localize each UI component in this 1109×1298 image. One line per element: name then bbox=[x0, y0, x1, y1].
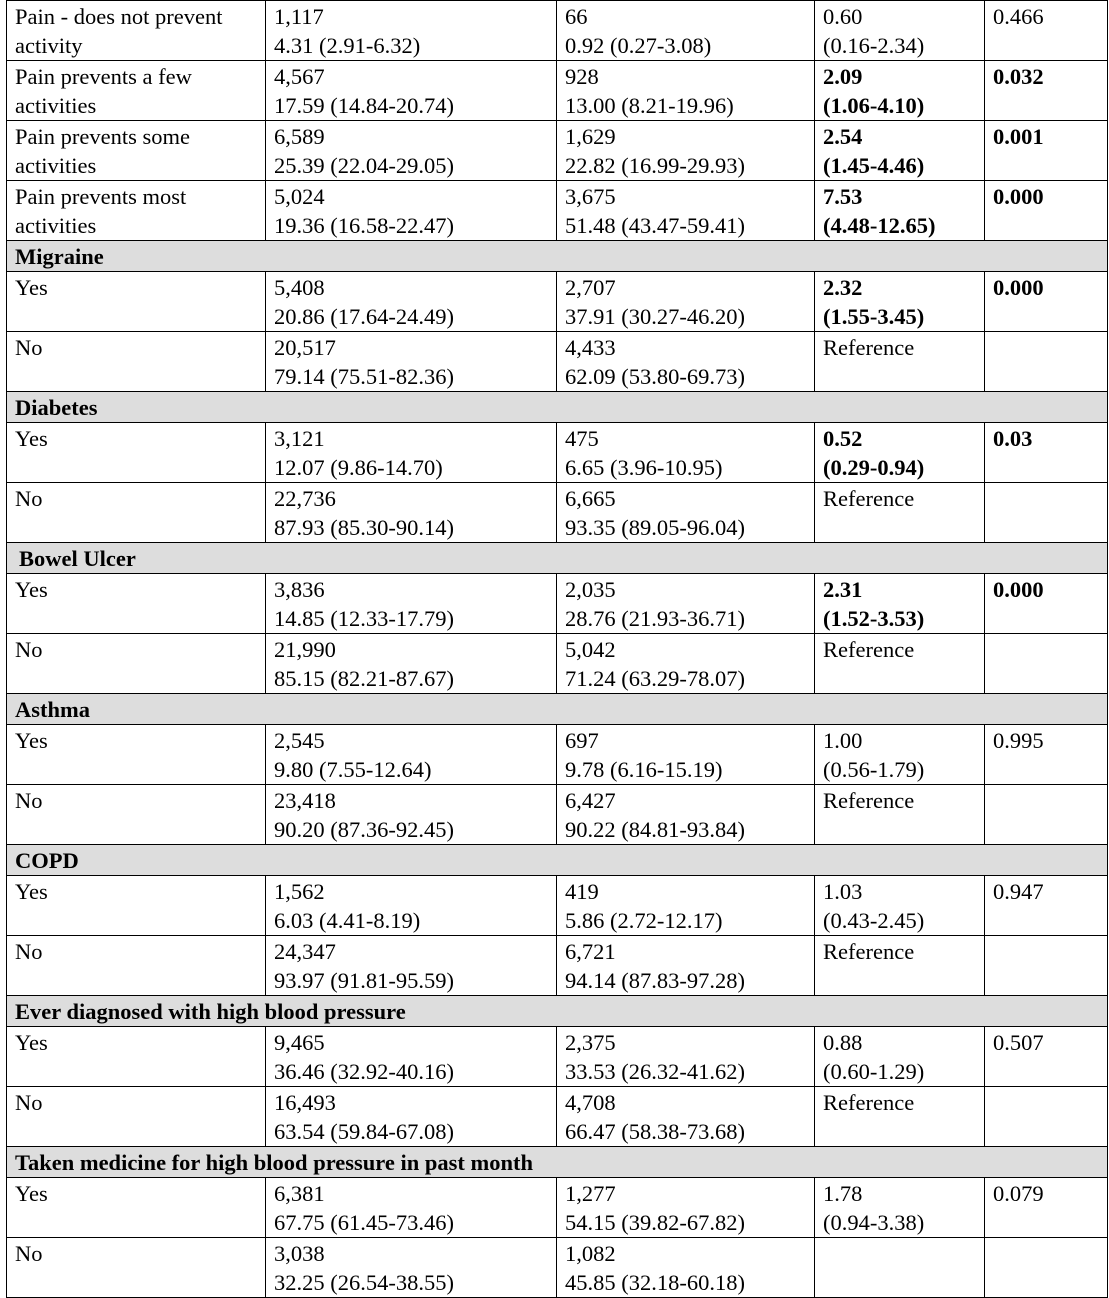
row-label-cell bbox=[7, 181, 266, 241]
row-label-cell bbox=[7, 1, 266, 61]
odds-ratio-cell bbox=[815, 483, 985, 543]
odds-ratio-cell-line: 1.03 bbox=[823, 879, 863, 904]
row-label-cell bbox=[7, 876, 266, 936]
row-label-cell-line: Yes bbox=[15, 879, 48, 904]
group2-cell-line: 6.65 (3.96-10.95) bbox=[565, 455, 723, 480]
group1-cell bbox=[266, 1087, 557, 1147]
group1-cell-line: 93.97 (91.81-95.59) bbox=[274, 968, 454, 993]
group1-cell bbox=[266, 1178, 557, 1238]
p-value-cell: 0.000 bbox=[985, 272, 1108, 332]
row-label-cell-line: activities bbox=[15, 93, 97, 118]
group2-cell bbox=[557, 785, 815, 845]
group1-cell bbox=[266, 61, 557, 121]
group1-cell-line: 20,517 bbox=[274, 335, 336, 360]
p-value-cell bbox=[985, 936, 1108, 996]
group1-cell bbox=[266, 785, 557, 845]
group1-cell-line: 90.20 (87.36-92.45) bbox=[274, 817, 454, 842]
group2-cell-line: 6,427 bbox=[565, 788, 616, 813]
section-title: Bowel Ulcer bbox=[7, 543, 1108, 574]
group2-cell bbox=[557, 272, 815, 332]
row-label-cell bbox=[7, 272, 266, 332]
p-value-cell: 0.032 bbox=[985, 61, 1108, 121]
odds-ratio-cell bbox=[815, 181, 985, 241]
group1-cell-line: 25.39 (22.04-29.05) bbox=[274, 153, 454, 178]
row-label-cell-line: Pain prevents a few bbox=[15, 64, 192, 89]
p-value-cell: 0.947 bbox=[985, 876, 1108, 936]
group1-cell bbox=[266, 936, 557, 996]
table-row bbox=[7, 272, 1108, 332]
row-label-cell bbox=[7, 423, 266, 483]
group1-cell-line: 20.86 (17.64-24.49) bbox=[274, 304, 454, 329]
group1-cell-line: 9.80 (7.55-12.64) bbox=[274, 757, 432, 782]
group2-cell-line: 22.82 (16.99-29.93) bbox=[565, 153, 745, 178]
odds-ratio-cell-line: 2.32 bbox=[823, 275, 863, 300]
p-value-cell: 0.466 bbox=[985, 1, 1108, 61]
group1-cell-line: 87.93 (85.30-90.14) bbox=[274, 515, 454, 540]
odds-ratio-cell-line: 7.53 bbox=[823, 184, 863, 209]
row-label-cell bbox=[7, 936, 266, 996]
group2-cell-line: 419 bbox=[565, 879, 599, 904]
group1-cell-line: 23,418 bbox=[274, 788, 336, 813]
group2-cell bbox=[557, 1087, 815, 1147]
odds-ratio-cell bbox=[815, 1087, 985, 1147]
table-row bbox=[7, 1027, 1108, 1087]
group1-cell-line: 3,836 bbox=[274, 577, 325, 602]
odds-ratio-cell-line: (1.52-3.53) bbox=[823, 606, 925, 631]
group2-cell-line: 1,629 bbox=[565, 124, 616, 149]
group1-cell-line: 2,545 bbox=[274, 728, 325, 753]
group1-cell-line: 1,117 bbox=[274, 4, 324, 29]
group2-cell bbox=[557, 483, 815, 543]
odds-ratio-cell-line: 0.52 bbox=[823, 426, 863, 451]
group2-cell-line: 4,708 bbox=[565, 1090, 616, 1115]
row-label-cell bbox=[7, 1238, 266, 1298]
p-value-cell bbox=[985, 332, 1108, 392]
group1-cell bbox=[266, 1027, 557, 1087]
p-value-cell: 0.995 bbox=[985, 725, 1108, 785]
table-row bbox=[7, 785, 1108, 845]
odds-ratio-cell-line: (0.43-2.45) bbox=[823, 908, 925, 933]
table-row bbox=[7, 725, 1108, 785]
row-label-cell-line: No bbox=[15, 637, 43, 662]
group2-cell-line: 54.15 (39.82-67.82) bbox=[565, 1210, 745, 1235]
p-value-cell: 0.000 bbox=[985, 181, 1108, 241]
group1-cell-line: 9,465 bbox=[274, 1030, 325, 1055]
odds-ratio-cell bbox=[815, 936, 985, 996]
row-label-cell-line: Pain - does not prevent bbox=[15, 4, 223, 29]
group2-cell-line: 928 bbox=[565, 64, 599, 89]
odds-ratio-cell bbox=[815, 1238, 985, 1298]
group1-cell-line: 79.14 (75.51-82.36) bbox=[274, 364, 454, 389]
group2-cell-line: 51.48 (43.47-59.41) bbox=[565, 213, 745, 238]
section-title: Ever diagnosed with high blood pressure bbox=[7, 996, 1108, 1027]
group2-cell-line: 2,035 bbox=[565, 577, 616, 602]
row-label-cell bbox=[7, 483, 266, 543]
row-label-cell-line: No bbox=[15, 1241, 43, 1266]
odds-ratio-cell-line: (4.48-12.65) bbox=[823, 213, 936, 238]
section-header-row bbox=[7, 241, 1108, 272]
group1-cell-line: 4,567 bbox=[274, 64, 325, 89]
group2-cell-line: 45.85 (32.18-60.18) bbox=[565, 1270, 745, 1295]
group2-cell-line: 37.91 (30.27-46.20) bbox=[565, 304, 745, 329]
odds-ratio-cell bbox=[815, 272, 985, 332]
odds-ratio-cell bbox=[815, 634, 985, 694]
row-label-cell-line: Yes bbox=[15, 577, 48, 602]
group2-cell-line: 475 bbox=[565, 426, 599, 451]
group1-cell-line: 4.31 (2.91-6.32) bbox=[274, 33, 421, 58]
p-value-cell: 0.507 bbox=[985, 1027, 1108, 1087]
odds-ratio-cell-line: 0.60 bbox=[823, 4, 863, 29]
group2-cell-line: 66.47 (58.38-73.68) bbox=[565, 1119, 745, 1144]
row-label-cell bbox=[7, 574, 266, 634]
group2-cell-line: 6,665 bbox=[565, 486, 616, 511]
group2-cell bbox=[557, 876, 815, 936]
odds-ratio-cell-line: 2.31 bbox=[823, 577, 863, 602]
p-value-cell bbox=[985, 1087, 1108, 1147]
p-value-cell bbox=[985, 785, 1108, 845]
group2-cell bbox=[557, 423, 815, 483]
group1-cell-line: 12.07 (9.86-14.70) bbox=[274, 455, 443, 480]
section-header-row bbox=[7, 996, 1108, 1027]
table-row bbox=[7, 634, 1108, 694]
group1-cell bbox=[266, 423, 557, 483]
row-label-cell-line: No bbox=[15, 335, 43, 360]
section-header-row bbox=[7, 1147, 1108, 1178]
group2-cell bbox=[557, 1, 815, 61]
odds-ratio-cell-line: (0.16-2.34) bbox=[823, 33, 925, 58]
group1-cell-line: 67.75 (61.45-73.46) bbox=[274, 1210, 454, 1235]
odds-ratio-cell-line: Reference bbox=[823, 939, 915, 964]
odds-ratio-cell bbox=[815, 1027, 985, 1087]
odds-ratio-cell bbox=[815, 423, 985, 483]
row-label-cell bbox=[7, 61, 266, 121]
group1-cell-line: 6.03 (4.41-8.19) bbox=[274, 908, 421, 933]
odds-ratio-cell-line: 2.09 bbox=[823, 64, 863, 89]
group2-cell-line: 1,082 bbox=[565, 1241, 616, 1266]
group1-cell bbox=[266, 725, 557, 785]
row-label-cell bbox=[7, 332, 266, 392]
table-row bbox=[7, 483, 1108, 543]
table-body bbox=[7, 1, 1108, 1298]
row-label-cell bbox=[7, 1178, 266, 1238]
group2-cell bbox=[557, 634, 815, 694]
group2-cell bbox=[557, 936, 815, 996]
group1-cell bbox=[266, 634, 557, 694]
group1-cell-line: 1,562 bbox=[274, 879, 325, 904]
group2-cell-line: 2,707 bbox=[565, 275, 616, 300]
odds-ratio-cell-line: (1.06-4.10) bbox=[823, 93, 925, 118]
odds-ratio-cell-line: 1.00 bbox=[823, 728, 863, 753]
odds-ratio-cell bbox=[815, 61, 985, 121]
group1-cell bbox=[266, 1238, 557, 1298]
row-label-cell-line: activity bbox=[15, 33, 83, 58]
group1-cell bbox=[266, 483, 557, 543]
table-row bbox=[7, 574, 1108, 634]
table-row bbox=[7, 1, 1108, 61]
group1-cell-line: 3,121 bbox=[274, 426, 325, 451]
group2-cell-line: 0.92 (0.27-3.08) bbox=[565, 33, 712, 58]
row-label-cell-line: No bbox=[15, 939, 43, 964]
group1-cell-line: 17.59 (14.84-20.74) bbox=[274, 93, 454, 118]
odds-ratio-cell bbox=[815, 785, 985, 845]
odds-ratio-cell bbox=[815, 876, 985, 936]
table-row bbox=[7, 1087, 1108, 1147]
group2-cell bbox=[557, 1178, 815, 1238]
group2-cell-line: 28.76 (21.93-36.71) bbox=[565, 606, 745, 631]
odds-ratio-cell-line: (0.56-1.79) bbox=[823, 757, 925, 782]
group2-cell bbox=[557, 1027, 815, 1087]
group1-cell-line: 5,408 bbox=[274, 275, 325, 300]
section-title: Migraine bbox=[7, 241, 1108, 272]
row-label-cell bbox=[7, 725, 266, 785]
p-value-cell: 0.000 bbox=[985, 574, 1108, 634]
table-row bbox=[7, 1178, 1108, 1238]
group1-cell bbox=[266, 876, 557, 936]
table-row bbox=[7, 61, 1108, 121]
odds-ratio-cell-line: (0.29-0.94) bbox=[823, 455, 925, 480]
group2-cell-line: 3,675 bbox=[565, 184, 616, 209]
group1-cell-line: 3,038 bbox=[274, 1241, 325, 1266]
odds-ratio-cell bbox=[815, 574, 985, 634]
odds-ratio-cell-line: 1.78 bbox=[823, 1181, 863, 1206]
p-value-cell: 0.001 bbox=[985, 121, 1108, 181]
odds-ratio-cell-line: Reference bbox=[823, 788, 915, 813]
section-title: Diabetes bbox=[7, 392, 1108, 423]
odds-ratio-cell-line: Reference bbox=[823, 1090, 915, 1115]
group1-cell-line: 22,736 bbox=[274, 486, 336, 511]
table-row bbox=[7, 423, 1108, 483]
group2-cell-line: 1,277 bbox=[565, 1181, 616, 1206]
row-label-cell bbox=[7, 121, 266, 181]
group2-cell-line: 9.78 (6.16-15.19) bbox=[565, 757, 723, 782]
row-label-cell-line: Yes bbox=[15, 1030, 48, 1055]
group2-cell-line: 94.14 (87.83-97.28) bbox=[565, 968, 745, 993]
table-row bbox=[7, 181, 1108, 241]
odds-ratio-cell bbox=[815, 725, 985, 785]
group1-cell-line: 24,347 bbox=[274, 939, 336, 964]
group2-cell-line: 90.22 (84.81-93.84) bbox=[565, 817, 745, 842]
row-label-cell bbox=[7, 785, 266, 845]
odds-ratio-cell bbox=[815, 1, 985, 61]
group1-cell-line: 63.54 (59.84-67.08) bbox=[274, 1119, 454, 1144]
odds-ratio-cell-line: (0.94-3.38) bbox=[823, 1210, 925, 1235]
odds-ratio-cell-line: Reference bbox=[823, 637, 915, 662]
group1-cell-line: 19.36 (16.58-22.47) bbox=[274, 213, 454, 238]
group1-cell bbox=[266, 272, 557, 332]
section-header-row bbox=[7, 392, 1108, 423]
table-row bbox=[7, 332, 1108, 392]
p-value-cell bbox=[985, 1238, 1108, 1298]
row-label-cell-line: Yes bbox=[15, 1181, 48, 1206]
group2-cell bbox=[557, 332, 815, 392]
group1-cell bbox=[266, 121, 557, 181]
data-table bbox=[6, 0, 1108, 1298]
group2-cell-line: 697 bbox=[565, 728, 599, 753]
odds-ratio-cell bbox=[815, 1178, 985, 1238]
odds-ratio-cell-line: (1.55-3.45) bbox=[823, 304, 925, 329]
group2-cell-line: 33.53 (26.32-41.62) bbox=[565, 1059, 745, 1084]
group1-cell bbox=[266, 574, 557, 634]
odds-ratio-cell bbox=[815, 332, 985, 392]
group2-cell bbox=[557, 574, 815, 634]
odds-ratio-cell-line: 2.54 bbox=[823, 124, 863, 149]
odds-ratio-cell-line: (0.60-1.29) bbox=[823, 1059, 925, 1084]
group2-cell bbox=[557, 1238, 815, 1298]
odds-ratio-cell-line: Reference bbox=[823, 486, 915, 511]
odds-ratio-cell-line: Reference bbox=[823, 335, 915, 360]
table-row bbox=[7, 876, 1108, 936]
group2-cell-line: 66 bbox=[565, 4, 588, 29]
group2-cell-line: 93.35 (89.05-96.04) bbox=[565, 515, 745, 540]
row-label-cell-line: activities bbox=[15, 213, 97, 238]
p-value-cell bbox=[985, 634, 1108, 694]
group1-cell bbox=[266, 181, 557, 241]
odds-ratio-cell-line: (1.45-4.46) bbox=[823, 153, 925, 178]
table-row bbox=[7, 1238, 1108, 1298]
section-header-row bbox=[7, 694, 1108, 725]
group2-cell-line: 5.86 (2.72-12.17) bbox=[565, 908, 723, 933]
section-title: COPD bbox=[7, 845, 1108, 876]
group2-cell bbox=[557, 61, 815, 121]
row-label-cell bbox=[7, 634, 266, 694]
row-label-cell-line: No bbox=[15, 486, 43, 511]
group2-cell bbox=[557, 181, 815, 241]
section-title: Asthma bbox=[7, 694, 1108, 725]
group1-cell bbox=[266, 332, 557, 392]
group2-cell-line: 62.09 (53.80-69.73) bbox=[565, 364, 745, 389]
p-value-cell: 0.079 bbox=[985, 1178, 1108, 1238]
table-row bbox=[7, 121, 1108, 181]
group2-cell-line: 13.00 (8.21-19.96) bbox=[565, 93, 734, 118]
row-label-cell-line: Pain prevents most bbox=[15, 184, 187, 209]
group2-cell-line: 4,433 bbox=[565, 335, 616, 360]
group1-cell-line: 14.85 (12.33-17.79) bbox=[274, 606, 454, 631]
group2-cell-line: 71.24 (63.29-78.07) bbox=[565, 666, 745, 691]
row-label-cell bbox=[7, 1087, 266, 1147]
section-header-row bbox=[7, 543, 1108, 574]
section-title: Taken medicine for high blood pressure in past month bbox=[7, 1147, 1108, 1178]
row-label-cell-line: No bbox=[15, 1090, 43, 1115]
group1-cell-line: 5,024 bbox=[274, 184, 325, 209]
group2-cell-line: 2,375 bbox=[565, 1030, 616, 1055]
odds-ratio-cell bbox=[815, 121, 985, 181]
odds-ratio-cell-line: 0.88 bbox=[823, 1030, 863, 1055]
row-label-cell bbox=[7, 1027, 266, 1087]
row-label-cell-line: No bbox=[15, 788, 43, 813]
p-value-cell bbox=[985, 483, 1108, 543]
row-label-cell-line: Pain prevents some bbox=[15, 124, 190, 149]
group1-cell bbox=[266, 1, 557, 61]
row-label-cell-line: Yes bbox=[15, 728, 48, 753]
group1-cell-line: 85.15 (82.21-87.67) bbox=[274, 666, 454, 691]
group1-cell-line: 6,381 bbox=[274, 1181, 325, 1206]
group1-cell-line: 32.25 (26.54-38.55) bbox=[274, 1270, 454, 1295]
row-label-cell-line: Yes bbox=[15, 426, 48, 451]
group2-cell bbox=[557, 725, 815, 785]
row-label-cell-line: activities bbox=[15, 153, 97, 178]
group2-cell-line: 5,042 bbox=[565, 637, 616, 662]
p-value-cell: 0.03 bbox=[985, 423, 1108, 483]
group1-cell-line: 16,493 bbox=[274, 1090, 336, 1115]
group1-cell-line: 6,589 bbox=[274, 124, 325, 149]
row-label-cell-line: Yes bbox=[15, 275, 48, 300]
group1-cell-line: 21,990 bbox=[274, 637, 336, 662]
table-row bbox=[7, 936, 1108, 996]
group2-cell-line: 6,721 bbox=[565, 939, 616, 964]
group2-cell bbox=[557, 121, 815, 181]
section-header-row bbox=[7, 845, 1108, 876]
group1-cell-line: 36.46 (32.92-40.16) bbox=[274, 1059, 454, 1084]
